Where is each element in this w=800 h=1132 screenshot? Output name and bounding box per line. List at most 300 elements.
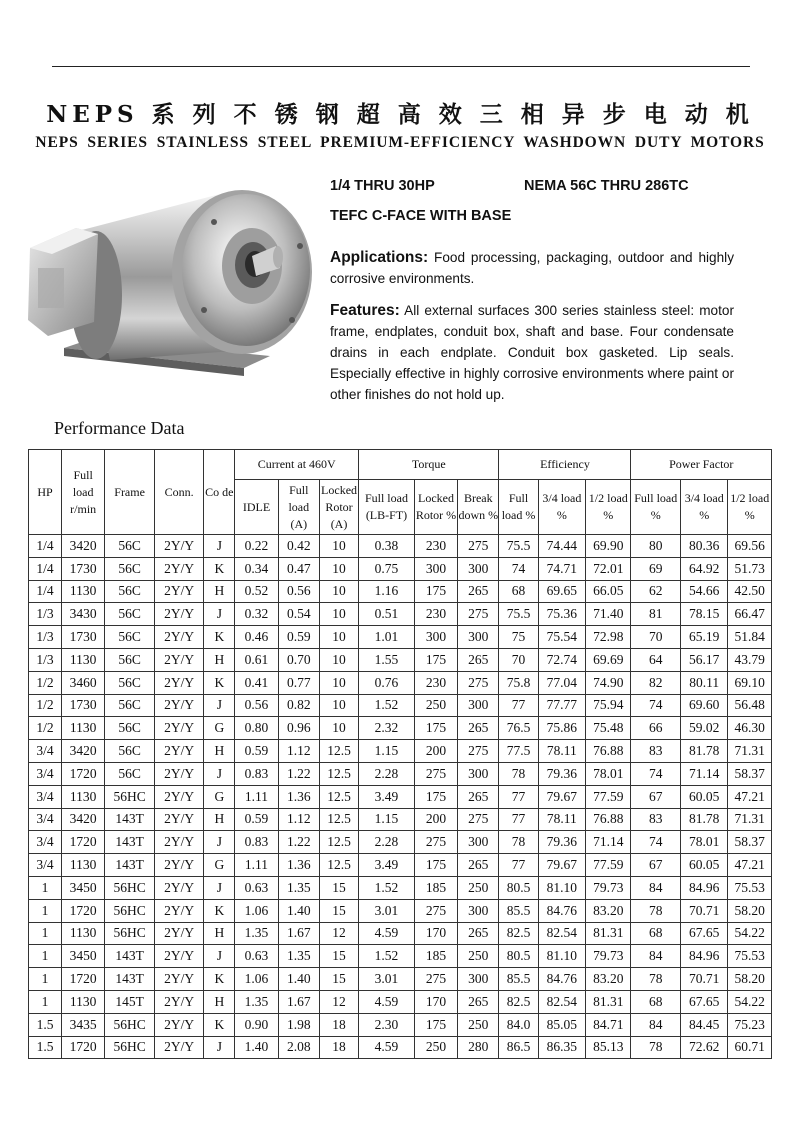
table-cell: 84 (631, 1013, 681, 1036)
table-row (29, 580, 772, 603)
table-cell: 66 (631, 717, 681, 740)
table-cell: 43.79 (728, 648, 772, 671)
table-cell: 1/2 (29, 694, 62, 717)
table-cell: 1/2 (29, 671, 62, 694)
table-cell: 2Y/Y (154, 899, 204, 922)
table-cell: 1.22 (278, 762, 319, 785)
table-cell: 84.71 (586, 1013, 631, 1036)
table-cell: 0.59 (235, 808, 278, 831)
table-cell: 1.35 (278, 876, 319, 899)
table-cell: 12.5 (319, 808, 358, 831)
table-cell: 78 (631, 1036, 681, 1059)
table-cell: 70.71 (681, 899, 728, 922)
header-full-load-lbft: Full load (LB-FT) (359, 480, 415, 535)
table-cell: 2Y/Y (154, 808, 204, 831)
table-cell: 0.59 (235, 740, 278, 763)
table-cell: 12.5 (319, 740, 358, 763)
table-cell: 1720 (62, 968, 105, 991)
table-cell: 71.40 (586, 603, 631, 626)
table-cell: 0.96 (278, 717, 319, 740)
table-cell: 1 (29, 876, 62, 899)
table-cell: 1 (29, 899, 62, 922)
table-cell: 200 (414, 740, 457, 763)
table-cell: 1.11 (235, 854, 278, 877)
table-cell: J (204, 694, 235, 717)
table-cell: 0.63 (235, 876, 278, 899)
table-cell: 10 (319, 717, 358, 740)
table-cell: 230 (414, 535, 457, 558)
table-cell: 79.73 (586, 876, 631, 899)
table-cell: 1.5 (29, 1013, 62, 1036)
header-eff-full: Full load % (499, 480, 538, 535)
table-cell: 300 (414, 626, 457, 649)
table-cell: 0.59 (278, 626, 319, 649)
table-cell: 1.52 (359, 876, 415, 899)
table-cell: J (204, 945, 235, 968)
table-cell: 64.92 (681, 557, 728, 580)
table-cell: 1.52 (359, 945, 415, 968)
table-cell: 66.47 (728, 603, 772, 626)
table-cell: 75.5 (499, 535, 538, 558)
table-cell: 69.60 (681, 694, 728, 717)
table-row (29, 694, 772, 717)
table-cell: 10 (319, 648, 358, 671)
table-cell: 250 (414, 1036, 457, 1059)
table-cell: 265 (458, 922, 499, 945)
table-cell: 56C (105, 671, 155, 694)
features-label: Features: (330, 302, 400, 319)
table-cell: 1130 (62, 922, 105, 945)
table-row (29, 1013, 772, 1036)
table-cell: 69.56 (728, 535, 772, 558)
table-cell: 2Y/Y (154, 580, 204, 603)
table-cell: 0.70 (278, 648, 319, 671)
table-cell: 67.65 (681, 922, 728, 945)
table-cell: 275 (414, 831, 457, 854)
table-cell: 1.36 (278, 854, 319, 877)
table-cell: 77 (499, 785, 538, 808)
table-cell: 275 (458, 671, 499, 694)
table-cell: 80.36 (681, 535, 728, 558)
table-row (29, 557, 772, 580)
table-cell: 1.15 (359, 740, 415, 763)
table-cell: 81.31 (586, 922, 631, 945)
table-cell: 77.59 (586, 785, 631, 808)
table-cell: J (204, 762, 235, 785)
table-cell: 300 (458, 626, 499, 649)
table-cell: 2Y/Y (154, 762, 204, 785)
table-cell: 265 (458, 785, 499, 808)
table-cell: 1.40 (278, 968, 319, 991)
table-cell: 185 (414, 876, 457, 899)
table-cell: 10 (319, 535, 358, 558)
table-cell: 2Y/Y (154, 557, 204, 580)
table-cell: 1130 (62, 580, 105, 603)
table-cell: 82 (631, 671, 681, 694)
table-cell: 69.65 (538, 580, 585, 603)
table-cell: 250 (458, 876, 499, 899)
table-cell: 56HC (105, 785, 155, 808)
table-cell: 300 (458, 694, 499, 717)
table-cell: 67.65 (681, 990, 728, 1013)
table-cell: 275 (414, 968, 457, 991)
title-chinese: NEPS 系 列 不 锈 钢 超 高 效 三 相 异 步 电 动 机 (46, 101, 754, 128)
table-cell: 4.59 (359, 922, 415, 945)
table-cell: 2Y/Y (154, 626, 204, 649)
table-cell: 12 (319, 922, 358, 945)
header-eff-12: 1/2 load % (586, 480, 631, 535)
table-cell: 15 (319, 899, 358, 922)
table-cell: 80.5 (499, 876, 538, 899)
table-cell: 0.63 (235, 945, 278, 968)
table-row (29, 854, 772, 877)
table-cell: 47.21 (728, 854, 772, 877)
table-cell: 68 (631, 990, 681, 1013)
table-cell: 170 (414, 990, 457, 1013)
table-cell: 86.35 (538, 1036, 585, 1059)
table-cell: 76.88 (586, 808, 631, 831)
table-cell: 85.13 (586, 1036, 631, 1059)
table-cell: 74 (631, 694, 681, 717)
table-cell: 3.01 (359, 968, 415, 991)
table-cell: 56C (105, 694, 155, 717)
table-cell: 84.0 (499, 1013, 538, 1036)
table-cell: 143T (105, 854, 155, 877)
table-cell: 74 (631, 762, 681, 785)
table-cell: 84 (631, 876, 681, 899)
table-row (29, 740, 772, 763)
header-full-load-rmin: Full load r/min (62, 450, 105, 535)
performance-title: Performance Data (54, 418, 185, 438)
table-cell: 3.49 (359, 854, 415, 877)
table-cell: 4.59 (359, 990, 415, 1013)
table-cell: 1/2 (29, 717, 62, 740)
table-cell: 0.83 (235, 762, 278, 785)
table-cell: 68 (499, 580, 538, 603)
table-cell: 42.50 (728, 580, 772, 603)
table-cell: J (204, 876, 235, 899)
table-row (29, 968, 772, 991)
table-row (29, 671, 772, 694)
table-cell: 12.5 (319, 762, 358, 785)
table-cell: 0.34 (235, 557, 278, 580)
table-cell: 84.96 (681, 876, 728, 899)
table-cell: 46.30 (728, 717, 772, 740)
table-cell: 83 (631, 808, 681, 831)
table-cell: 64 (631, 648, 681, 671)
table-cell: 56C (105, 648, 155, 671)
table-cell: 170 (414, 922, 457, 945)
table-cell: 2Y/Y (154, 671, 204, 694)
table-cell: 175 (414, 854, 457, 877)
table-cell: 78 (499, 831, 538, 854)
table-cell: H (204, 580, 235, 603)
table-row (29, 831, 772, 854)
table-cell: 12.5 (319, 831, 358, 854)
table-cell: 58.20 (728, 899, 772, 922)
table-cell: 69.69 (586, 648, 631, 671)
header-torque-group: Torque (359, 450, 499, 480)
table-cell: 78.11 (538, 740, 585, 763)
table-row (29, 1036, 772, 1059)
table-cell: 78.11 (538, 808, 585, 831)
table-cell: 1130 (62, 717, 105, 740)
table-cell: 3450 (62, 876, 105, 899)
table-cell: 265 (458, 990, 499, 1013)
table-cell: 60.05 (681, 785, 728, 808)
header-conn: Conn. (154, 450, 204, 535)
table-cell: 1 (29, 922, 62, 945)
table-cell: 2Y/Y (154, 785, 204, 808)
table-cell: 3.01 (359, 899, 415, 922)
table-row (29, 922, 772, 945)
table-cell: 143T (105, 945, 155, 968)
table-cell: 0.77 (278, 671, 319, 694)
table-cell: 0.51 (359, 603, 415, 626)
table-cell: 175 (414, 648, 457, 671)
table-cell: 265 (458, 854, 499, 877)
table-cell: 18 (319, 1036, 358, 1059)
table-cell: 300 (458, 831, 499, 854)
header-hp: HP (29, 450, 62, 535)
table-cell: 230 (414, 671, 457, 694)
table-cell: 56HC (105, 1036, 155, 1059)
applications-paragraph (330, 247, 734, 289)
header-current-group: Current at 460V (235, 450, 359, 480)
table-cell: 175 (414, 785, 457, 808)
table-cell: 275 (458, 603, 499, 626)
table-cell: 74.44 (538, 535, 585, 558)
table-cell: H (204, 648, 235, 671)
table-cell: 54.22 (728, 990, 772, 1013)
header-full-load-a: Full load (A) (278, 480, 319, 535)
table-cell: 1130 (62, 990, 105, 1013)
table-cell: 75.94 (586, 694, 631, 717)
table-cell: 1.40 (278, 899, 319, 922)
table-cell: 3/4 (29, 740, 62, 763)
table-cell: 69 (631, 557, 681, 580)
table-cell: 10 (319, 671, 358, 694)
table-cell: 280 (458, 1036, 499, 1059)
table-cell: 81.10 (538, 876, 585, 899)
table-cell: 1730 (62, 626, 105, 649)
header-pf-34: 3/4 load % (681, 480, 728, 535)
table-cell: 67 (631, 785, 681, 808)
table-cell: 62 (631, 580, 681, 603)
table-cell: 56C (105, 740, 155, 763)
table-cell: 1.12 (278, 808, 319, 831)
table-cell: 300 (458, 557, 499, 580)
table-cell: 265 (458, 580, 499, 603)
table-cell: 1.35 (235, 922, 278, 945)
table-cell: 56.48 (728, 694, 772, 717)
table-cell: 2Y/Y (154, 990, 204, 1013)
table-cell: 1.35 (235, 990, 278, 1013)
table-cell: 78 (631, 968, 681, 991)
table-cell: 15 (319, 968, 358, 991)
table-cell: H (204, 808, 235, 831)
table-cell: 81.10 (538, 945, 585, 968)
table-cell: 0.76 (359, 671, 415, 694)
table-cell: 300 (414, 557, 457, 580)
table-cell: 75.54 (538, 626, 585, 649)
table-cell: 69.10 (728, 671, 772, 694)
table-cell: 83.20 (586, 968, 631, 991)
table-cell: 1130 (62, 648, 105, 671)
table-cell: 1.55 (359, 648, 415, 671)
table-cell: 1.06 (235, 968, 278, 991)
table-cell: 300 (458, 899, 499, 922)
table-cell: 1.35 (278, 945, 319, 968)
table-cell: 10 (319, 694, 358, 717)
header-code: Co de (204, 450, 235, 535)
table-cell: 86.5 (499, 1036, 538, 1059)
table-cell: 275 (458, 808, 499, 831)
table-cell: 143T (105, 831, 155, 854)
table-cell: 83 (631, 740, 681, 763)
table-cell: 78 (499, 762, 538, 785)
table-cell: 58.37 (728, 762, 772, 785)
table-cell: 77.04 (538, 671, 585, 694)
table-cell: 0.32 (235, 603, 278, 626)
table-cell: 58.20 (728, 968, 772, 991)
table-cell: 75.53 (728, 876, 772, 899)
table-cell: 3435 (62, 1013, 105, 1036)
table-cell: 70 (499, 648, 538, 671)
table-cell: 1/3 (29, 626, 62, 649)
table-cell: 2Y/Y (154, 945, 204, 968)
header-breakdown-pct: Break down % (458, 480, 499, 535)
table-cell: 79.36 (538, 831, 585, 854)
table-cell: 0.90 (235, 1013, 278, 1036)
table-cell: 1 (29, 990, 62, 1013)
table-cell: 79.67 (538, 854, 585, 877)
table-cell: 72.62 (681, 1036, 728, 1059)
table-cell: 2Y/Y (154, 854, 204, 877)
table-cell: 0.54 (278, 603, 319, 626)
table-cell: 0.42 (278, 535, 319, 558)
table-cell: 1/3 (29, 603, 62, 626)
table-cell: 230 (414, 603, 457, 626)
table-cell: 185 (414, 945, 457, 968)
performance-table (28, 449, 772, 1059)
table-cell: 78 (631, 899, 681, 922)
table-row (29, 899, 772, 922)
table-cell: 76.88 (586, 740, 631, 763)
table-cell: 1130 (62, 854, 105, 877)
table-cell: H (204, 990, 235, 1013)
table-cell: 0.47 (278, 557, 319, 580)
table-cell: K (204, 557, 235, 580)
table-cell: K (204, 899, 235, 922)
table-cell: 2.28 (359, 831, 415, 854)
title-english: NEPS SERIES STAINLESS STEEL PREMIUM-EFFICIENCY WASHDOWN DUTY MOTORS (35, 134, 765, 151)
table-cell: 3420 (62, 535, 105, 558)
table-cell: 0.75 (359, 557, 415, 580)
table-cell: 74 (499, 557, 538, 580)
table-cell: 2Y/Y (154, 740, 204, 763)
table-cell: K (204, 1013, 235, 1036)
table-row (29, 535, 772, 558)
table-cell: 70.71 (681, 968, 728, 991)
table-cell: 0.41 (235, 671, 278, 694)
table-cell: 2Y/Y (154, 694, 204, 717)
table-cell: 84.76 (538, 968, 585, 991)
motor-photo (24, 170, 324, 390)
table-cell: 2.32 (359, 717, 415, 740)
table-cell: 3460 (62, 671, 105, 694)
header-idle: IDLE (235, 480, 278, 535)
table-cell: 82.54 (538, 990, 585, 1013)
table-cell: G (204, 717, 235, 740)
table-cell: 79.67 (538, 785, 585, 808)
table-cell: 3/4 (29, 808, 62, 831)
table-cell: 2.28 (359, 762, 415, 785)
table-cell: 3/4 (29, 854, 62, 877)
table-cell: J (204, 1036, 235, 1059)
table-cell: 78.01 (681, 831, 728, 854)
table-cell: 1.5 (29, 1036, 62, 1059)
table-cell: 68 (631, 922, 681, 945)
table-cell: 74.90 (586, 671, 631, 694)
table-row (29, 785, 772, 808)
table-cell: 1.98 (278, 1013, 319, 1036)
table-cell: 2Y/Y (154, 535, 204, 558)
enclosure-type: TEFC C-FACE WITH BASE (330, 208, 512, 224)
table-cell: 75.48 (586, 717, 631, 740)
table-cell: 75 (499, 626, 538, 649)
table-cell: 75.23 (728, 1013, 772, 1036)
table-cell: 12 (319, 990, 358, 1013)
table-cell: 85.5 (499, 968, 538, 991)
table-cell: 1/4 (29, 580, 62, 603)
table-cell: 77.77 (538, 694, 585, 717)
table-cell: 0.82 (278, 694, 319, 717)
table-row (29, 808, 772, 831)
table-cell: 175 (414, 580, 457, 603)
table-cell: 58.37 (728, 831, 772, 854)
table-cell: 56C (105, 603, 155, 626)
table-cell: 2Y/Y (154, 1013, 204, 1036)
table-cell: 1730 (62, 557, 105, 580)
table-cell: 60.71 (728, 1036, 772, 1059)
table-cell: 84 (631, 945, 681, 968)
table-cell: 2Y/Y (154, 1036, 204, 1059)
table-cell: 85.05 (538, 1013, 585, 1036)
table-cell: 275 (414, 899, 457, 922)
table-cell: 3.49 (359, 785, 415, 808)
table-cell: 1.36 (278, 785, 319, 808)
table-row (29, 945, 772, 968)
nema-range: NEMA 56C THRU 286TC (524, 178, 689, 194)
header-locked-rotor-a: Locked Rotor (A) (319, 480, 358, 535)
table-cell: 1/4 (29, 557, 62, 580)
table-cell: 1.06 (235, 899, 278, 922)
applications-text: Food processing, packaging, outdoor and highly corrosive environments. (330, 250, 734, 286)
table-cell: 3450 (62, 945, 105, 968)
table-cell: 72.74 (538, 648, 585, 671)
table-cell: 77.5 (499, 740, 538, 763)
table-row (29, 990, 772, 1013)
table-cell: 10 (319, 580, 358, 603)
table-cell: 10 (319, 557, 358, 580)
table-cell: 175 (414, 1013, 457, 1036)
table-cell: 75.53 (728, 945, 772, 968)
table-cell: 2Y/Y (154, 876, 204, 899)
table-cell: 0.56 (278, 580, 319, 603)
table-cell: 1720 (62, 1036, 105, 1059)
table-cell: 76.5 (499, 717, 538, 740)
